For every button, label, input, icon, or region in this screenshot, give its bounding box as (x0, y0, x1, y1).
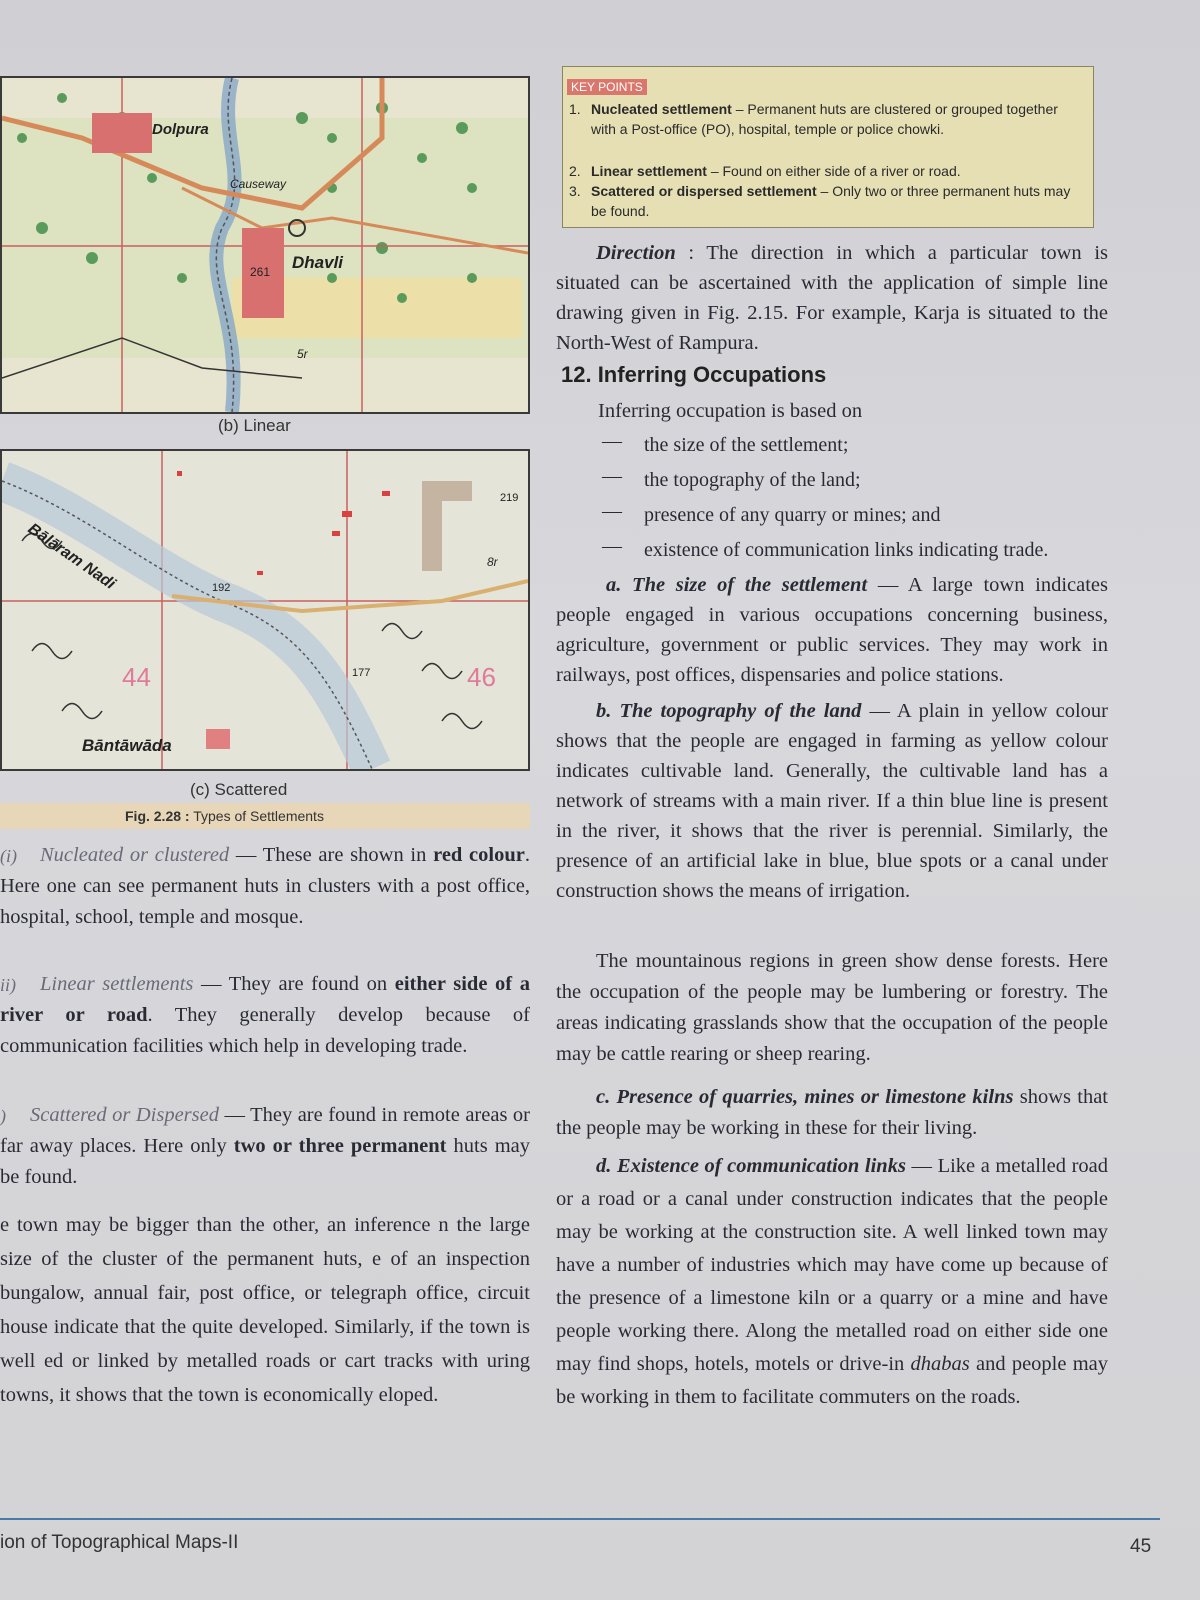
footer-rule (0, 1518, 1160, 1520)
para-c-lead: c. Presence of quarries, mines or limestone kilns (596, 1086, 1014, 1108)
scattered-map-graphic (2, 451, 528, 769)
map-label-44: 44 (122, 662, 151, 692)
para-communication-links (556, 1150, 1108, 1414)
para-scattered-bold: two or three permanent (233, 1135, 447, 1157)
bullet-dash-4: — (602, 535, 622, 557)
key-point-1-number: 1. (569, 101, 581, 117)
para-direction-text: : The direction in which a particular town is situated can be ascertained with the application of simple line drawing given in Fig. 2.15. For example, Karja is situated to the North-West of Rampura. (556, 242, 1108, 354)
para-scattered-text-a: — They are found in remote areas or far away places. Here only (0, 1104, 530, 1157)
key-point-1-text: – Permanent huts are clustered or grouped together with a Post-office (PO), hospital, temple or police chowki. (591, 101, 1058, 137)
para-nucleated (0, 840, 530, 933)
linear-settlement-map (0, 76, 530, 414)
bullet-4: existence of communication links indicating trade. (644, 539, 1049, 561)
map-label-5r: 5r (297, 347, 308, 361)
bullet-dash-2: — (602, 465, 622, 487)
linear-map-graphic (2, 78, 528, 412)
scattered-settlement-map (0, 449, 530, 771)
para-quarries (556, 1082, 1108, 1144)
para-scattered (0, 1100, 530, 1193)
para-a-text: — A large town indicates people engaged in various occupations concerning business, agriculture, government or public services. They may work in railways, post offices, dispensaries and police stations. (556, 574, 1108, 686)
para-scattered-lead: Scattered or Dispersed (30, 1104, 219, 1126)
bullet-dash-3: — (602, 500, 622, 522)
para-d-lead: d. Existence of communication links (596, 1155, 906, 1177)
bullet-2: the topography of the land; (644, 469, 861, 491)
map-label-219: 219 (500, 492, 519, 504)
caption-linear: (b) Linear (218, 416, 291, 435)
key-point-1-term: Nucleated settlement (591, 101, 732, 117)
marker-ii: ii) (0, 975, 16, 995)
para-a-lead: a. The size of the settlement (606, 574, 868, 596)
key-points-tag: KEY POINTS (567, 79, 647, 95)
para-town-inference: e town may be bigger than the other, an inference n the large size of the cluster of the permanent huts, e of an inspection bungalow, annual fair, post office, or telegraph office, circuit house indicate that the quite developed. Similarly, if the town is well ed or linked by metalled roads or cart tracks with uring towns, it shows that the town is economically eloped. (0, 1214, 530, 1406)
caption-scattered: (c) Scattered (190, 780, 288, 799)
key-point-1 (569, 99, 1071, 139)
para-c-text: shows that the people may be working in these for their living. (556, 1086, 1108, 1139)
footer-chapter-title: ion of Topographical Maps-II (0, 1532, 239, 1553)
para-d-italic: dhabas (910, 1353, 970, 1375)
page-number: 45 (1130, 1536, 1152, 1557)
figure-title: Types of Settlements (193, 808, 324, 824)
figure-caption (125, 808, 324, 824)
key-point-2 (569, 161, 1071, 181)
para-d-text-1: — Like a metalled road or a road or a canal under construction indicates that the people may be working at the construction site. A well linked town may have a number of industries which may have come up because of the presence of a limestone kiln or a quarry or a mine and have people working there. Along the metalled road on either side one may find shops, hotels, motels or drive-in (556, 1155, 1108, 1375)
bullet-1: the size of the settlement; (644, 434, 849, 456)
map-label-8r: 8r (487, 555, 498, 569)
para-nucleated-text-a: — These are shown in (229, 844, 434, 866)
para-nucleated-lead: Nucleated or clustered (40, 844, 230, 866)
para-topography (556, 696, 1108, 906)
key-point-2-term: Linear settlement (591, 163, 707, 179)
map-label-192: 192 (212, 582, 231, 594)
key-point-3 (569, 181, 1071, 221)
marker-i: (i) (0, 846, 17, 866)
key-point-2-text: – Found on either side of a river or road. (706, 163, 961, 179)
para-direction (556, 238, 1108, 358)
para-linear-text-b: . They generally develop because of communication facilities which help in developing trade. (0, 1004, 531, 1057)
para-b-lead: b. The topography of the land (596, 700, 862, 722)
section-intro: Inferring occupation is based on (598, 400, 863, 422)
map-label-causeway: Causeway (230, 177, 287, 191)
para-mountainous: The mountainous regions in green show dense forests. Here the occupation of the people may be lumbering or forestry. The areas indicating grasslands show that the occupation of the people may be cattle rearing or sheep rearing. (556, 950, 1108, 1065)
map-label-261: 261 (250, 265, 271, 279)
key-point-2-number: 2. (569, 163, 581, 179)
section-heading: 12. Inferring Occupations (561, 362, 827, 387)
key-point-3-term: Scattered or dispersed settlement (591, 183, 817, 199)
bullet-3: presence of any quarry or mines; and (644, 504, 941, 526)
para-linear (0, 969, 530, 1062)
para-b-text: — A plain in yellow colour shows that the people are engaged in farming as yellow colour indicates cultivable land. Generally, the cultivable land has a network of streams with a main river. If a thin blue line is present in the river, it shows that the river is perennial. Similarly, the presence of an artificial lake in blue, blue spots or a canal under construction shows the means of irrigation. (556, 700, 1108, 902)
para-direction-lead: Direction (596, 242, 676, 264)
para-linear-text-a: — They are found on (193, 973, 395, 995)
para-nucleated-text-b: . Here one can see permanent huts in clusters with a post office, hospital, school, temple and mosque. (0, 844, 530, 928)
map-label-46: 46 (467, 662, 496, 692)
map-label-dolpura: Dolpura (152, 121, 209, 138)
map-label-bantawada: Bāntāwāda (82, 736, 172, 755)
key-point-3-text: – Only two or three permanent huts may be found. (591, 183, 1071, 219)
map-label-177: 177 (352, 667, 371, 679)
para-nucleated-bold: red colour (433, 844, 525, 866)
para-linear-bold: either side of a river or road (0, 973, 530, 1026)
key-point-3-number: 3. (569, 183, 581, 199)
para-scattered-text-b: huts may be found. (0, 1135, 531, 1188)
map-label-dhavli: Dhavli (292, 253, 344, 272)
para-linear-lead: Linear settlements (40, 973, 194, 995)
figure-number: Fig. 2.28 : (125, 808, 190, 824)
map-label-balaram-nadi: Bālāram Nadi (24, 520, 119, 593)
key-points-box (562, 66, 1094, 228)
marker-iii: ) (0, 1106, 6, 1126)
para-size-of-settlement (556, 570, 1108, 690)
para-d-text-2: and people may be working in them to facilitate commuters on the roads. (556, 1353, 1108, 1408)
bullet-dash-1: — (602, 430, 622, 452)
